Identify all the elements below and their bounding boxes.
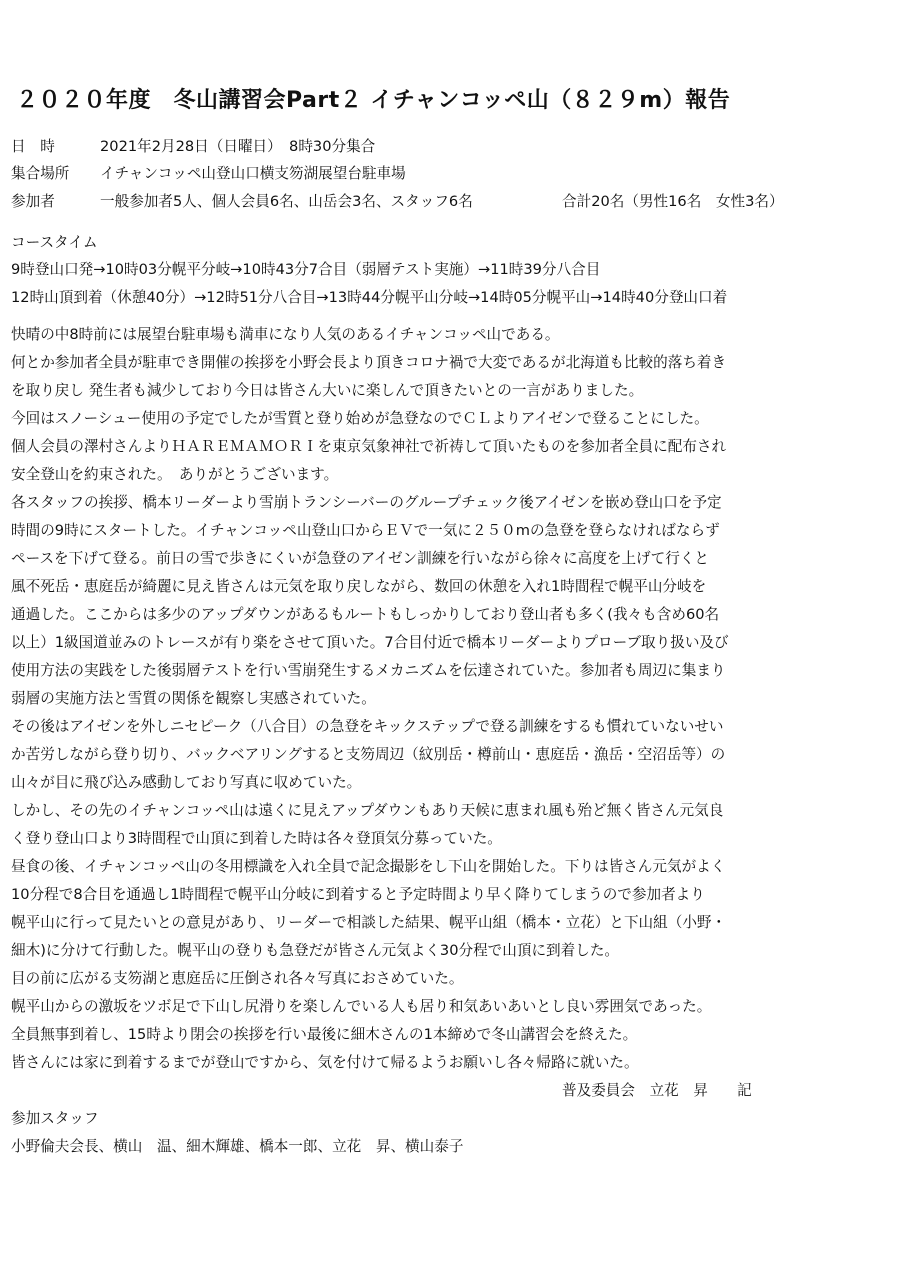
body-line: その後はアイゼンを外しニセピーク（八合目）の急登をキックステップで登る訓練をするも慣れていないせい [11, 718, 724, 735]
participants-label: 参加者 [11, 193, 55, 210]
body-line: 通過した。ここからは多少のアップダウンがあるもルートもしっかりしており登山者も多く(我々も含め60名 [11, 606, 720, 623]
body-line: を取り戻し 発生者も減少しており今日は皆さん大いに楽しんで頂きたいとの一言がありました。 [11, 382, 644, 399]
body-line: 弱層の実施方法と雪質の関係を観察し実感されていた。 [11, 690, 376, 707]
place-label: 集合場所 [11, 165, 70, 182]
course-heading: コースタイム [11, 234, 98, 251]
participants-total: 合計20名（男性16名 女性3名） [562, 193, 784, 210]
participants-value: 一般参加者5人、個人会員6名、山岳会3名、スタッフ6名 [100, 193, 473, 210]
body-line: 目の前に広がる支笏湖と恵庭岳に圧倒され各々写真におさめていた。 [11, 970, 464, 987]
body-line: 何とか参加者全員が駐車でき開催の挨拶を小野会長より頂きコロナ禍で大変であるが北海道も比較的落ち着き [11, 354, 727, 371]
place-value: イチャンコッペ山登山口横支笏湖展望台駐車場 [100, 165, 406, 182]
body-line: 幌平山に行って見たいとの意見があり、リーダーで相談した結果、幌平山組（橋本・立花）と下山組（小野・ [11, 914, 727, 931]
body-line: 皆さんには家に到着するまでが登山ですから、気を付けて帰るようお願いし各々帰路に就いた。 [11, 1054, 639, 1071]
body-line: 各スタッフの挨拶、橋本リーダーより雪崩トランシーバーのグループチェック後アイゼンを嵌め登山口を予定 [11, 494, 722, 511]
body-line: ペースを下げて登る。前日の雪で歩きにくいが急登のアイゼン訓練を行いながら徐々に高度を上げて行くと [11, 550, 710, 567]
body-line: 山々が目に飛び込み感動しており写真に収めていた。 [11, 774, 362, 791]
body-line: か苦労しながら登り切り、バックベアリングすると支笏周辺（紋別岳・樽前山・恵庭岳・漁岳・空沼岳等）の [11, 746, 726, 763]
course-line-1: 9時登山口発→10時03分幌平分岐→10時43分7合目（弱層テスト実施）→11時39分八合目 [11, 261, 601, 278]
staff-heading: 参加スタッフ [11, 1110, 99, 1127]
body-line: 以上）1級国道並みのトレースが有り楽をさせて頂いた。7合目付近で橋本リーダーよりプローブ取り扱い及び [11, 634, 729, 651]
body-line: 今回はスノーシュー使用の予定でしたが雪質と登り始めが急登なのでＣＬよりアイゼンで登ることにした。 [11, 410, 709, 427]
staff-names: 小野倫夫会長、横山 温、細木輝雄、橋本一郎、立花 昇、横山泰子 [11, 1138, 464, 1155]
body-line: く登り登山口より3時間程で山頂に到着した時は各々登頂気分募っていた。 [11, 830, 502, 847]
body-line: 個人会員の澤村さんよりＨＡＲＥＭＡＭＯＲＩを東京気象神社で祈祷して頂いたものを参加者全員に配布され [11, 438, 727, 455]
body-line: 快晴の中8時前には展望台駐車場も満車になり人気のあるイチャンコッペ山である。 [11, 326, 560, 343]
body-line: 全員無事到着し、15時より閉会の挨拶を行い最後に細木さんの1本締めで冬山講習会を終えた。 [11, 1026, 638, 1043]
body-line: 風不死岳・恵庭岳が綺麗に見え皆さんは元気を取り戻しながら、数回の休憩を入れ1時間程で幌平山分岐を [11, 578, 707, 595]
body-line: しかし、その先のイチャンコッペ山は遠くに見えアップダウンもあり天候に恵まれ風も殆ど無く皆さん元気良 [11, 802, 724, 819]
date-label: 日 時 [11, 138, 55, 155]
report-title: ２０２０年度 冬山講習会Part２ イチャンコッペ山（８２９m）報告 [16, 88, 731, 113]
date-value: 2021年2月28日（日曜日） 8時30分集合 [100, 138, 376, 155]
signature: 普及委員会 立花 昇 記 [562, 1082, 752, 1099]
body-line: 10分程で8合目を通過し1時間程で幌平山分岐に到着すると予定時間より早く降りてしまうので参加者より [11, 886, 705, 903]
body-line: 安全登山を約束された。 ありがとうございます。 [11, 466, 339, 483]
body-line: 昼食の後、イチャンコッペ山の冬用標識を入れ全員で記念撮影をし下山を開始した。下りは皆さん元気がよく [11, 858, 726, 875]
body-line: 使用方法の実践をした後弱層テストを行い雪崩発生するメカニズムを伝達されていた。参加者も周辺に集まり [11, 662, 726, 679]
body-line: 時間の9時にスタートした。イチャンコッペ山登山口からＥＶで一気に２５０mの急登を登らなければならず [11, 522, 720, 539]
body-line: 細木)に分けて行動した。幌平山の登りも急登だが皆さん元気よく30分程で山頂に到着した。 [11, 942, 620, 959]
body-line: 幌平山からの激坂をツボ足で下山し尻滑りを楽しんでいる人も居り和気あいあいとし良い雰囲気であった。 [11, 998, 712, 1015]
course-line-2: 12時山頂到着（休憩40分）→12時51分八合目→13時44分幌平山分岐→14時05分幌平山→14時40分登山口着 [11, 289, 728, 306]
